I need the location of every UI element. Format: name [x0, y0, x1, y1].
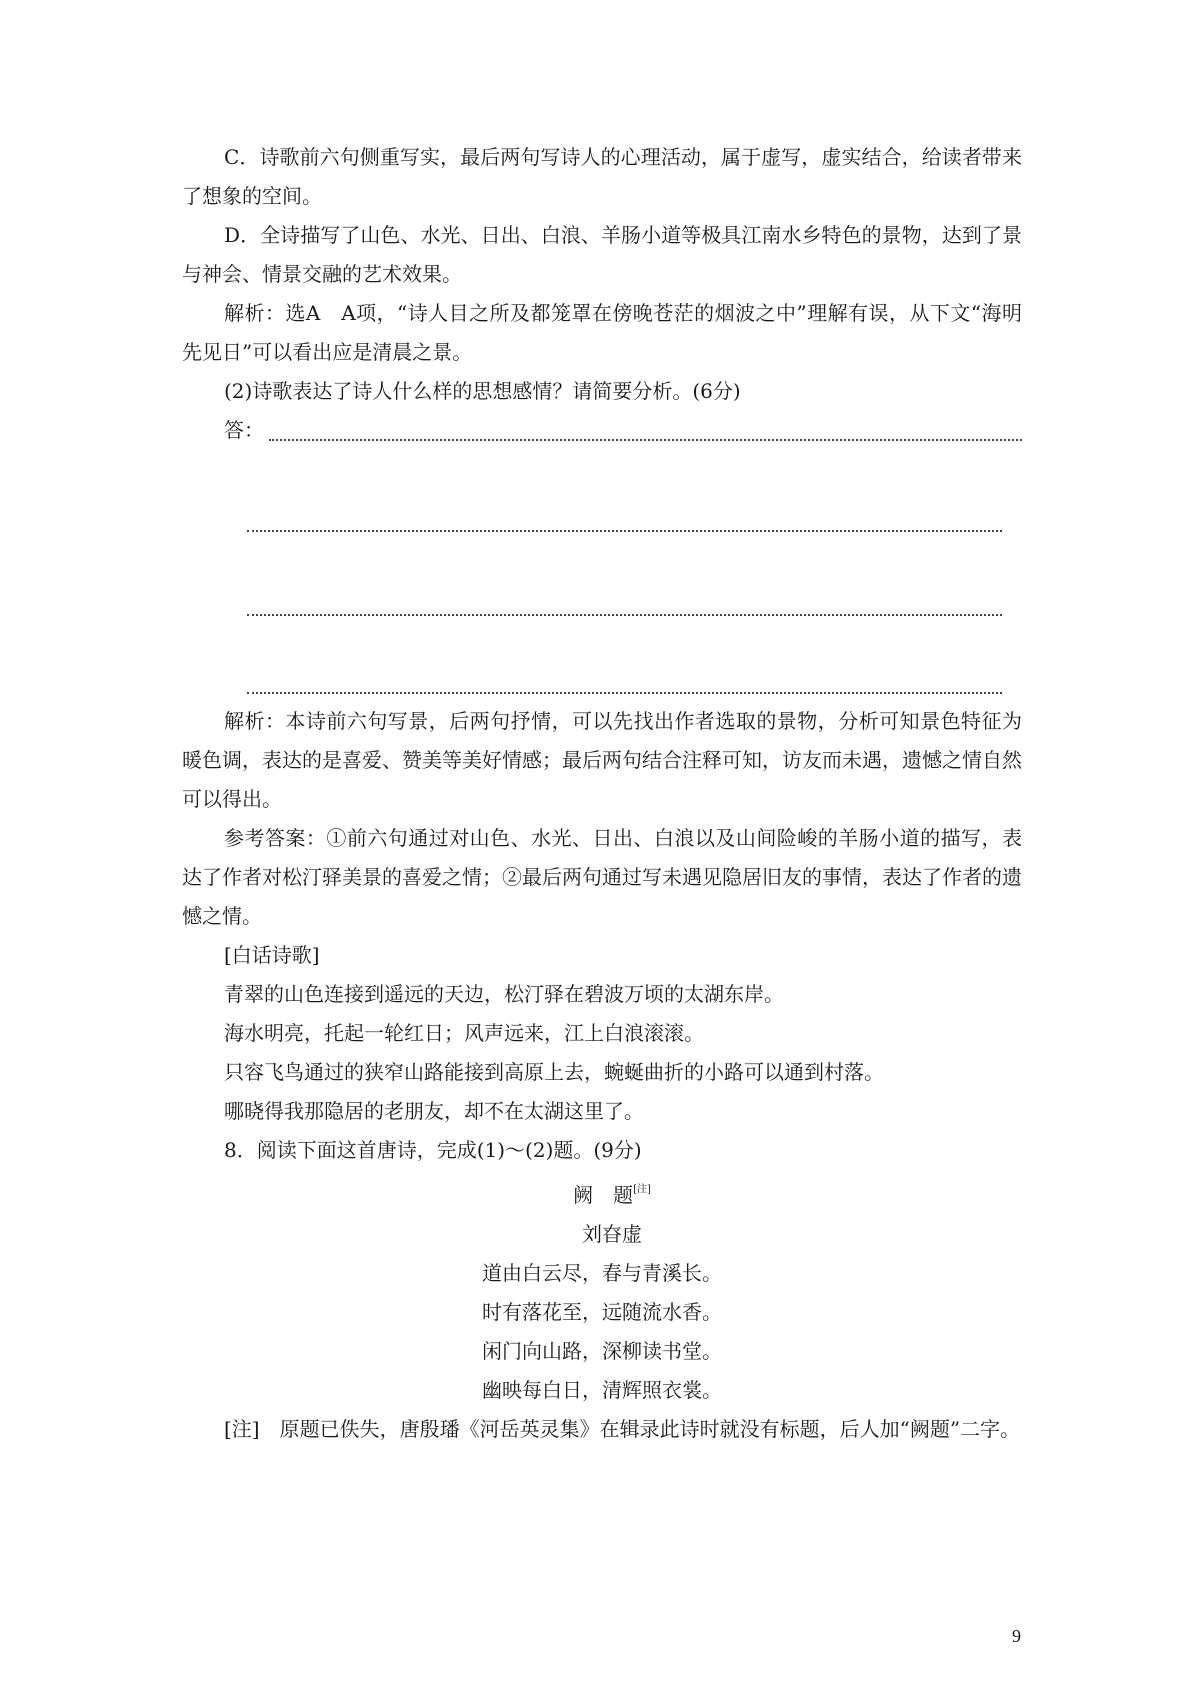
- answer-line-1[interactable]: [269, 439, 1022, 441]
- vernacular-line: 哪晓得我那隐居的老朋友，却不在太湖这里了。: [224, 1099, 644, 1123]
- option-c: C．诗歌前六句侧重写实，最后两句写诗人的心理活动，属于虚写，虚实结合，给读者带来了想象的空间。: [182, 145, 1022, 208]
- answer-row: [182, 411, 1022, 450]
- option-d: D．全诗描写了山色、水光、日出、白浪、羊肠小道等极具江南水乡特色的景物，达到了景与神会、情景交融的艺术效果。: [182, 223, 1022, 286]
- vernacular-line: 只容飞鸟通过的狭窄山路能接到高原上去，蜿蜒曲折的小路可以通到村落。: [224, 1060, 884, 1084]
- poem-line: 幽映每白日，清辉照衣裳。: [482, 1378, 722, 1402]
- poem-line: 时有落花至，远随流水香。: [482, 1300, 722, 1324]
- vernacular-heading: [白话诗歌]: [224, 943, 320, 967]
- document-page: [182, 138, 1022, 1449]
- page-number: 9: [1012, 1626, 1021, 1646]
- poem-line: 闲门向山路，深柳读书堂。: [482, 1339, 722, 1363]
- answer-line-4[interactable]: [182, 618, 1022, 696]
- analysis-2: 解析：本诗前六句写景，后两句抒情，可以先找出作者选取的景物，分析可知景色特征为暖色调，表达的是喜爱、赞美等美好情感；最后两句结合注释可知，访友而未遇，遗憾之情自然可以得出。: [182, 709, 1022, 811]
- poem-line: 道由白云尽，春与青溪长。: [482, 1261, 722, 1285]
- analysis-1: 解析：选A A项，“诗人目之所及都笼罩在傍晚苍茫的烟波之中”理解有误，从下文“海明先见日”可以看出应是清晨之景。: [182, 301, 1022, 364]
- poem-title-note: [注]: [633, 1184, 651, 1195]
- question-2: (2)诗歌表达了诗人什么样的思想感情？请简要分析。(6分): [224, 379, 741, 403]
- poem-title-text: 阙 题: [573, 1183, 634, 1207]
- vernacular-line: 青翠的山色连接到遥远的天边，松汀驿在碧波万顷的太湖东岸。: [224, 982, 784, 1006]
- vernacular-line: 海水明亮，托起一轮红日；风声远来，江上白浪滚滚。: [224, 1021, 704, 1045]
- question-8: 8．阅读下面这首唐诗，完成(1)～(2)题。(9分): [224, 1138, 642, 1162]
- answer-line-3[interactable]: [182, 534, 1022, 618]
- answer-label: 答：: [224, 418, 264, 442]
- poem-author: 刘昚虚: [582, 1222, 642, 1246]
- poem-title: [182, 1170, 1022, 1215]
- answer-line-2[interactable]: [182, 450, 1022, 534]
- reference-answer: 参考答案：①前六句通过对山色、水光、日出、白浪以及山间险峻的羊肠小道的描写，表达了作者对松汀驿美景的喜爱之情；②最后两句通过写未遇见隐居旧友的事情，表达了作者的遗憾之情。: [182, 826, 1022, 928]
- poem-note: [注] 原题已佚失，唐殷璠《河岳英灵集》在辑录此诗时就没有标题，后人加“阙题”二字。: [224, 1417, 1021, 1441]
